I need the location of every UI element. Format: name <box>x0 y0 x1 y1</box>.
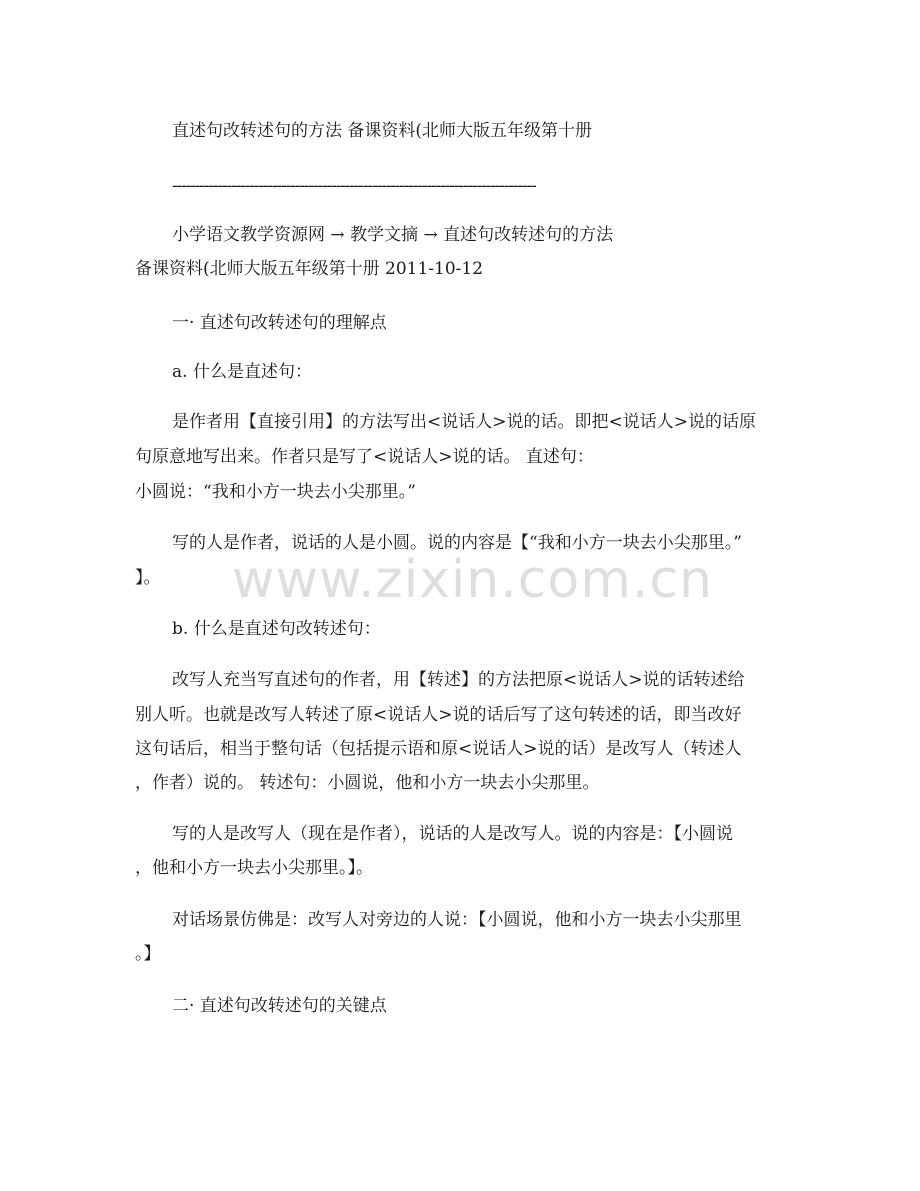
subsection-a-heading: a. 什么是直述句： <box>172 362 312 382</box>
paragraph-a2-line-2: 】。 <box>135 568 161 588</box>
paragraph-b2-line-1: 写的人是改写人（现在是作者），说话的人是改写人。说的内容是：【小圆说 <box>172 824 733 844</box>
subsection-b-heading: b. 什么是直述句改转述句： <box>172 619 381 639</box>
breadcrumb-line-1: 小学语文教学资源网 → 教学文摘 → 直述句改转述句的方法 <box>172 225 614 245</box>
separator-line: -------------------------------------------------------------------------------- <box>172 176 536 196</box>
document-title: 直述句改转述句的方法 备课资料(北师大版五年级第十册 <box>172 121 593 141</box>
paragraph-b2-line-2: ，他和小方一块去小尖那里。】。 <box>135 858 373 878</box>
paragraph-a2-line-1: 写的人是作者，说话的人是小圆。说的内容是【“我和小方一块去小尖那里。” <box>172 533 742 553</box>
paragraph-b-line-3: 这句话后，相当于整句话（包括提示语和原<说话人>说的话）是改写人（转述人 <box>135 739 742 759</box>
paragraph-a-line-3: 小圆说：“我和小方一块去小尖那里。” <box>135 482 416 502</box>
watermark: www.zixin.com.cn <box>232 550 713 610</box>
paragraph-b-line-4: ，作者）说的。 转述句：小圆说，他和小方一块去小尖那里。 <box>135 773 600 793</box>
section-2-heading: 二· 直述句改转述句的关键点 <box>172 996 387 1016</box>
paragraph-a-line-1: 是作者用【直接引用】的方法写出<说话人>说的话。即把<说话人>说的话原 <box>172 412 756 432</box>
paragraph-b3-line-2: 。】 <box>135 944 161 964</box>
paragraph-a-line-2: 句原意地写出来。作者只是写了<说话人>说的话。 直述句： <box>135 447 594 467</box>
paragraph-b3-line-1: 对话场景仿佛是：改写人对旁边的人说：【小圆说，他和小方一块去小尖那里 <box>172 910 742 930</box>
section-1-heading: 一· 直述句改转述句的理解点 <box>172 313 387 333</box>
breadcrumb-line-2: 备课资料(北师大版五年级第十册 2011-10-12 <box>135 259 484 279</box>
paragraph-b-line-1: 改写人充当写直述句的作者，用【转述】的方法把原<说话人>说的话转述给 <box>172 670 745 690</box>
paragraph-b-line-2: 别人听。也就是改写人转述了原<说话人>说的话后写了这句转述的话，即当改好 <box>135 705 742 725</box>
